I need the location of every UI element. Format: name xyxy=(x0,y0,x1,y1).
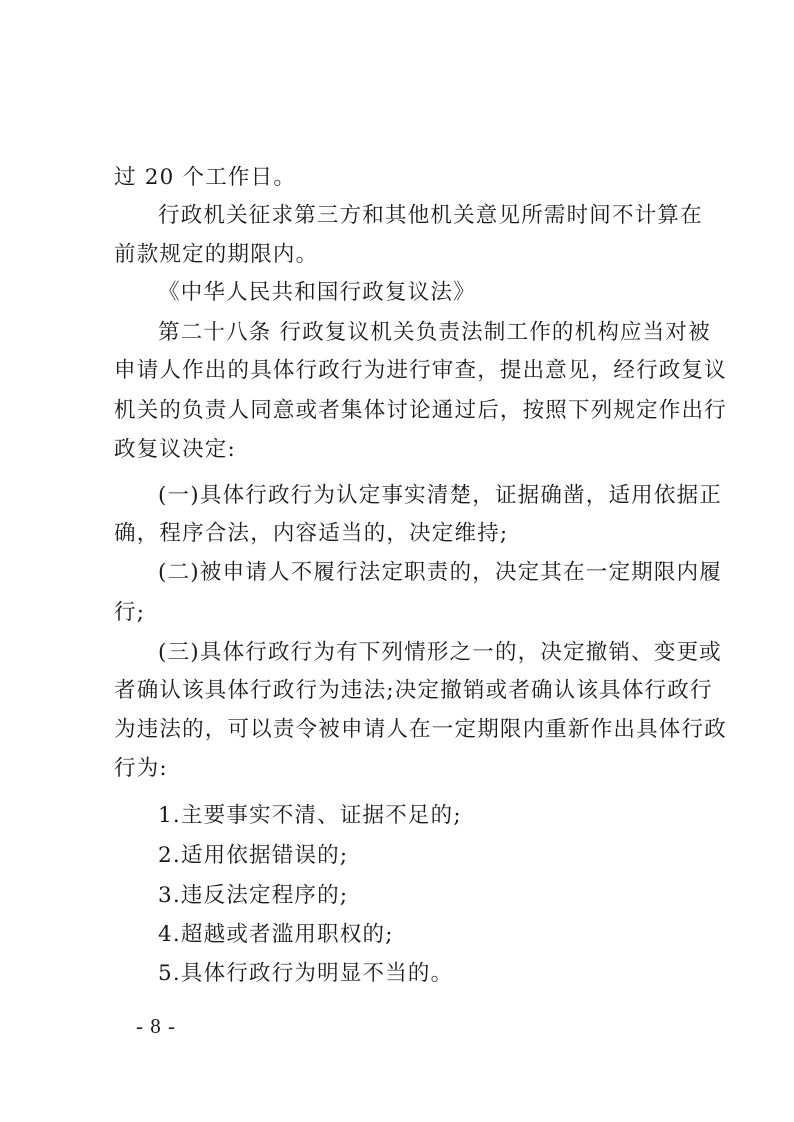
text-line-6: 申请人作出的具体行政行为进行审查，提出意见，经行政复议 xyxy=(114,358,727,383)
text-line-7: 机关的负责人同意或者集体讨论通过后，按照下列规定作出行 xyxy=(114,398,727,423)
list-item-5: 5.具体行政行为明显不当的。 xyxy=(158,961,454,986)
text-line-1: 过 20 个工作日。 xyxy=(114,165,297,190)
list-item-3: 3.违反法定程序的; xyxy=(158,883,349,908)
clause-1-line-1: (一)具体行政行为认定事实清楚，证据确凿，适用依据正 xyxy=(158,483,722,508)
text-line-3: 前款规定的期限内。 xyxy=(114,242,319,267)
clause-3-line-3: 为违法的，可以责令被申请人在一定期限内重新作出具体行政 xyxy=(114,717,727,742)
clause-2-line-1: (二)被申请人不履行法定职责的，决定其在一定期限内履 xyxy=(158,560,722,585)
law-title: 《中华人民共和国行政复议法》 xyxy=(158,280,476,305)
list-item-4: 4.超越或者滥用职权的; xyxy=(158,922,394,947)
clause-3-line-4: 行为: xyxy=(114,756,168,781)
list-item-2: 2.适用依据错误的; xyxy=(158,843,349,868)
text-line-8: 政复议决定: xyxy=(114,437,236,462)
page-number: - 8 - xyxy=(136,1014,176,1038)
clause-2-line-2: 行; xyxy=(114,600,146,625)
clause-3-line-2: 者确认该具体行政行为违法;决定撤销或者确认该具体行政行 xyxy=(114,678,713,703)
list-item-1: 1.主要事实不清、证据不足的; xyxy=(158,803,462,828)
text-line-2: 行政机关征求第三方和其他机关意见所需时间不计算在 xyxy=(158,203,703,228)
clause-3-line-1: (三)具体行政行为有下列情形之一的，决定撤销、变更或 xyxy=(158,640,722,665)
article-heading: 第二十八条 行政复议机关负责法制工作的机构应当对被 xyxy=(158,320,711,345)
clause-1-line-2: 确，程序合法，内容适当的，决定维持; xyxy=(114,521,509,546)
